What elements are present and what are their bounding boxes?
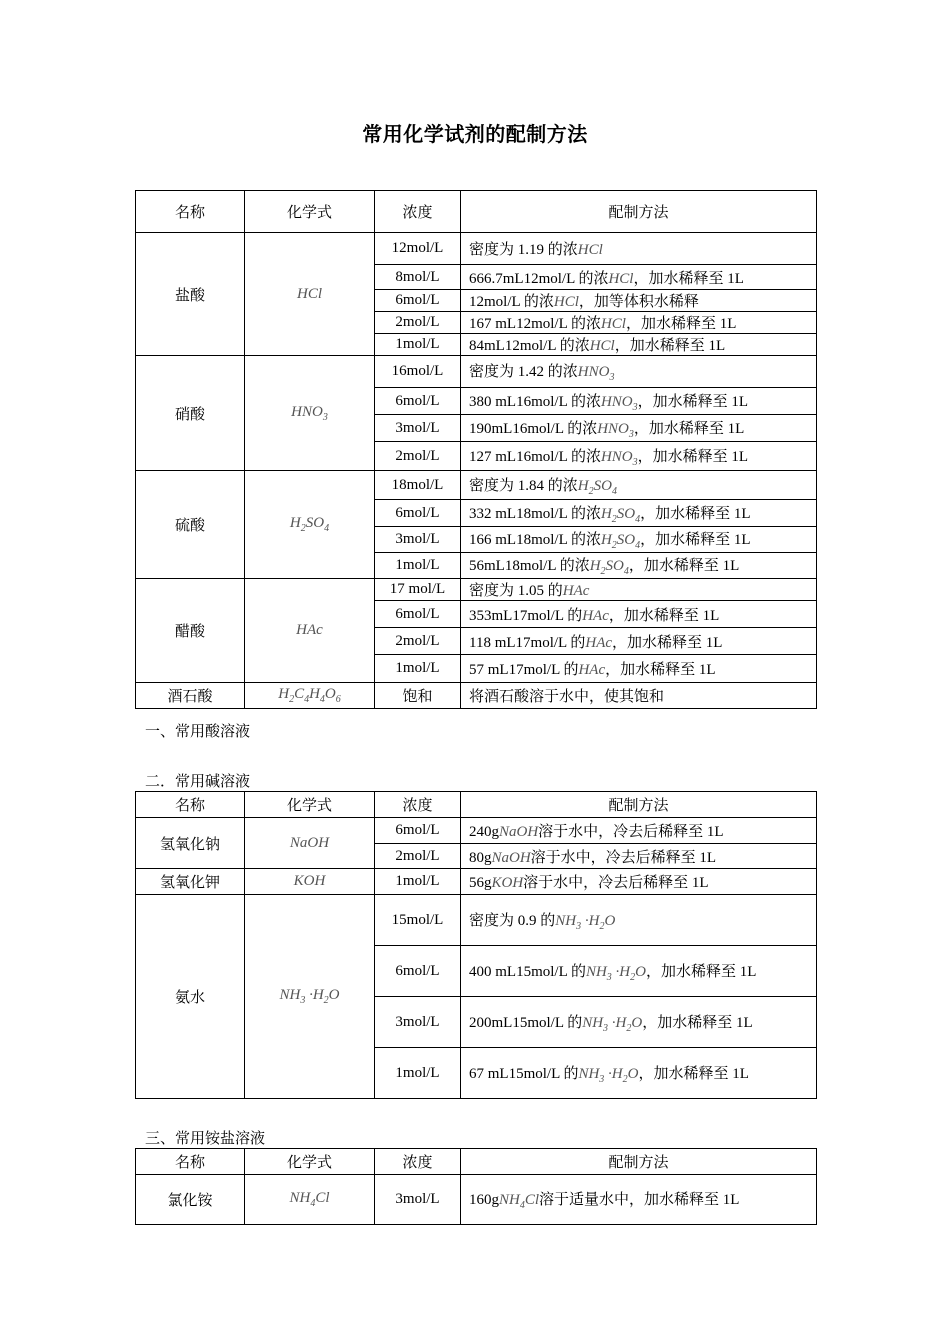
method: 127 mL16mol/L 的浓$HNO_3$，加水稀释至 1L [461, 442, 817, 471]
method: 密度为 1.19 的浓HCl [461, 233, 817, 265]
table-row [136, 471, 817, 500]
method: 80gNaOH溶于水中，冷去后稀释至 1L [461, 844, 817, 869]
concentration: 3mol/L [375, 527, 461, 553]
concentration: 17 mol/L [375, 579, 461, 601]
formula: $H_2SO_4$ [245, 471, 375, 579]
method: 400 mL15mol/L 的$NH_3 \cdot H_2O$，加水稀释至 1L [461, 946, 817, 997]
method: 332 mL18mol/L 的浓$H_2SO_4$，加水稀释至 1L [461, 500, 817, 527]
concentration: 6mol/L [375, 818, 461, 844]
section-heading: 一、常用酸溶液 [145, 724, 251, 740]
concentration: 1mol/L [375, 1048, 461, 1099]
concentration: 2mol/L [375, 844, 461, 869]
reagent-name: 氯化铵 [136, 1175, 245, 1225]
method: 56mL18mol/L 的浓$H_2SO_4$，加水稀释至 1L [461, 553, 817, 579]
method: 666.7mL12mol/L 的浓HCl，加水稀释至 1L [461, 265, 817, 290]
header-row [136, 1149, 817, 1175]
method: 12mol/L 的浓HCl，加等体积水稀释 [461, 290, 817, 312]
method: 56gKOH溶于水中，冷去后稀释至 1L [461, 869, 817, 895]
concentration: 16mol/L [375, 356, 461, 388]
page-title: 常用化学试剂的配制方法 [362, 122, 588, 146]
concentration: 15mol/L [375, 895, 461, 946]
concentration: 1mol/L [375, 655, 461, 683]
reagent-name: 氢氧化钠 [136, 818, 245, 869]
concentration: 6mol/L [375, 290, 461, 312]
header-row [136, 191, 817, 233]
concentration: 1mol/L [375, 869, 461, 895]
method: 353mL17mol/L 的HAc，加水稀释至 1L [461, 601, 817, 628]
formula: NaOH [245, 818, 375, 869]
formula: KOH [245, 869, 375, 895]
method: 密度为 1.84 的浓$H_2SO_4$ [461, 471, 817, 500]
formula: $NH_4Cl$ [245, 1175, 375, 1225]
reagent-name: 盐酸 [136, 233, 245, 356]
method: 67 mL15mol/L 的$NH_3 \cdot H_2O$，加水稀释至 1L [461, 1048, 817, 1099]
concentration: 6mol/L [375, 601, 461, 628]
reagent-name: 硝酸 [136, 356, 245, 471]
header-formula: 化学式 [245, 1149, 375, 1175]
acid-table [135, 190, 817, 709]
section-heading: 三、常用铵盐溶液 [145, 1131, 266, 1147]
method: 118 mL17mol/L 的HAc，加水稀释至 1L [461, 628, 817, 655]
ammonium-table [135, 1148, 817, 1225]
concentration: 3mol/L [375, 415, 461, 442]
concentration: 6mol/L [375, 500, 461, 527]
formula: $H_2C_4H_4O_6$ [245, 683, 375, 709]
formula: HAc [245, 579, 375, 683]
concentration: 饱和 [375, 683, 461, 709]
method: 84mL12mol/L 的浓HCl，加水稀释至 1L [461, 334, 817, 356]
method: 240gNaOH溶于水中，冷去后稀释至 1L [461, 818, 817, 844]
concentration: 18mol/L [375, 471, 461, 500]
table-row [136, 895, 817, 946]
concentration: 12mol/L [375, 233, 461, 265]
table-row [136, 579, 817, 601]
reagent-name: 氢氧化钾 [136, 869, 245, 895]
concentration: 2mol/L [375, 628, 461, 655]
header-concentration: 浓度 [375, 792, 461, 818]
method: 密度为 1.05 的HAc [461, 579, 817, 601]
header-concentration: 浓度 [375, 1149, 461, 1175]
table-row [136, 1175, 817, 1225]
concentration: 1mol/L [375, 553, 461, 579]
concentration: 6mol/L [375, 946, 461, 997]
reagent-name: 酒石酸 [136, 683, 245, 709]
concentration: 2mol/L [375, 312, 461, 334]
concentration: 6mol/L [375, 388, 461, 415]
header-concentration: 浓度 [375, 191, 461, 233]
method: 200mL15mol/L 的$NH_3 \cdot H_2O$，加水稀释至 1L [461, 997, 817, 1048]
table-row [136, 869, 817, 895]
table-row [136, 356, 817, 388]
method: 密度为 0.9 的$NH_3 \cdot H_2O$ [461, 895, 817, 946]
header-name: 名称 [136, 191, 245, 233]
concentration: 3mol/L [375, 997, 461, 1048]
header-name: 名称 [136, 792, 245, 818]
section-heading: 二．常用碱溶液 [145, 774, 251, 790]
formula: $HNO_3$ [245, 356, 375, 471]
reagent-name: 氨水 [136, 895, 245, 1099]
concentration: 2mol/L [375, 442, 461, 471]
reagent-name: 硫酸 [136, 471, 245, 579]
method: 190mL16mol/L 的浓$HNO_3$，加水稀释至 1L [461, 415, 817, 442]
header-row [136, 792, 817, 818]
formula: HCl [245, 233, 375, 356]
method: 160gNH$_4$Cl溶于适量水中，加水稀释至 1L [461, 1175, 817, 1225]
base-table [135, 791, 817, 1099]
table-row [136, 818, 817, 844]
method: 166 mL18mol/L 的浓$H_2SO_4$，加水稀释至 1L [461, 527, 817, 553]
table-row [136, 683, 817, 709]
concentration: 1mol/L [375, 334, 461, 356]
header-name: 名称 [136, 1149, 245, 1175]
header-method: 配制方法 [461, 792, 817, 818]
formula: $NH_3 \cdot H_2O$ [245, 895, 375, 1099]
concentration: 3mol/L [375, 1175, 461, 1225]
header-method: 配制方法 [461, 1149, 817, 1175]
method: 将酒石酸溶于水中，使其饱和 [461, 683, 817, 709]
concentration: 8mol/L [375, 265, 461, 290]
method: 380 mL16mol/L 的浓$HNO_3$，加水稀释至 1L [461, 388, 817, 415]
header-formula: 化学式 [245, 191, 375, 233]
method: 密度为 1.42 的浓$HNO_3$ [461, 356, 817, 388]
header-method: 配制方法 [461, 191, 817, 233]
method: 57 mL17mol/L 的HAc，加水稀释至 1L [461, 655, 817, 683]
method: 167 mL12mol/L 的浓HCl，加水稀释至 1L [461, 312, 817, 334]
reagent-name: 醋酸 [136, 579, 245, 683]
header-formula: 化学式 [245, 792, 375, 818]
table-row [136, 233, 817, 265]
